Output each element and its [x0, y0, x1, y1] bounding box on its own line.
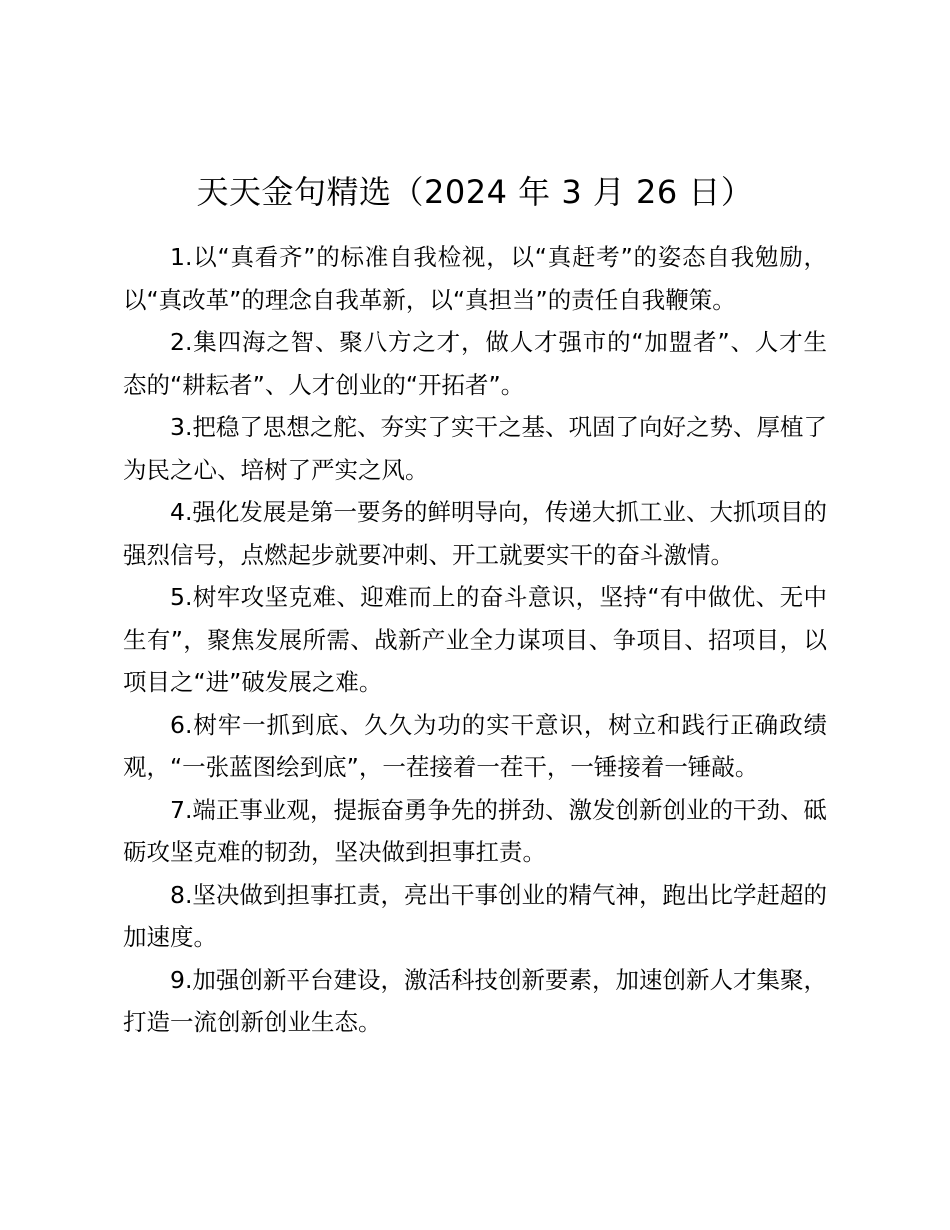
document-body — [123, 236, 827, 1044]
document-title: 天天金句精选（2024 年 3 月 26 日） — [196, 173, 754, 211]
paragraph-7: 7.端正事业观，提振奋勇争先的拼劲、激发创新创业的干劲、砥砺攻坚克难的韧劲，坚决做到担事扛责。 — [123, 795, 827, 866]
paragraph-1: 1.以“真看齐”的标准自我检视，以“真赶考”的姿态自我勉励，以“真改革”的理念自我革新，以“真担当”的责任自我鞭策。 — [123, 243, 827, 314]
paragraph-5: 5.树牢攻坚克难、迎难而上的奋斗意识，坚持“有中做优、无中生有”，聚焦发展所需、战新产业全力谋项目、争项目、招项目，以项目之“进”破发展之难。 — [123, 583, 827, 696]
paragraph-6: 6.树牢一抓到底、久久为功的实干意识，树立和践行正确政绩观，“一张蓝图绘到底”，一茬接着一茬干，一锤接着一锤敲。 — [123, 710, 827, 781]
paragraph-9: 9.加强创新平台建设，激活科技创新要素，加速创新人才集聚，打造一流创新创业生态。 — [123, 965, 827, 1036]
paragraph-2: 2.集四海之智、聚八方之才，做人才强市的“加盟者”、人才生态的“耕耘者”、人才创业的“开拓者”。 — [123, 328, 827, 399]
paragraph-4: 4.强化发展是第一要务的鲜明导向，传递大抓工业、大抓项目的强烈信号，点燃起步就要冲刺、开工就要实干的奋斗激情。 — [123, 498, 827, 569]
paragraph-3: 3.把稳了思想之舵、夯实了实干之基、巩固了向好之势、厚植了为民之心、培树了严实之风。 — [123, 413, 827, 484]
paragraph-8: 8.坚决做到担事扛责，亮出干事创业的精气神，跑出比学赶超的加速度。 — [123, 880, 827, 951]
